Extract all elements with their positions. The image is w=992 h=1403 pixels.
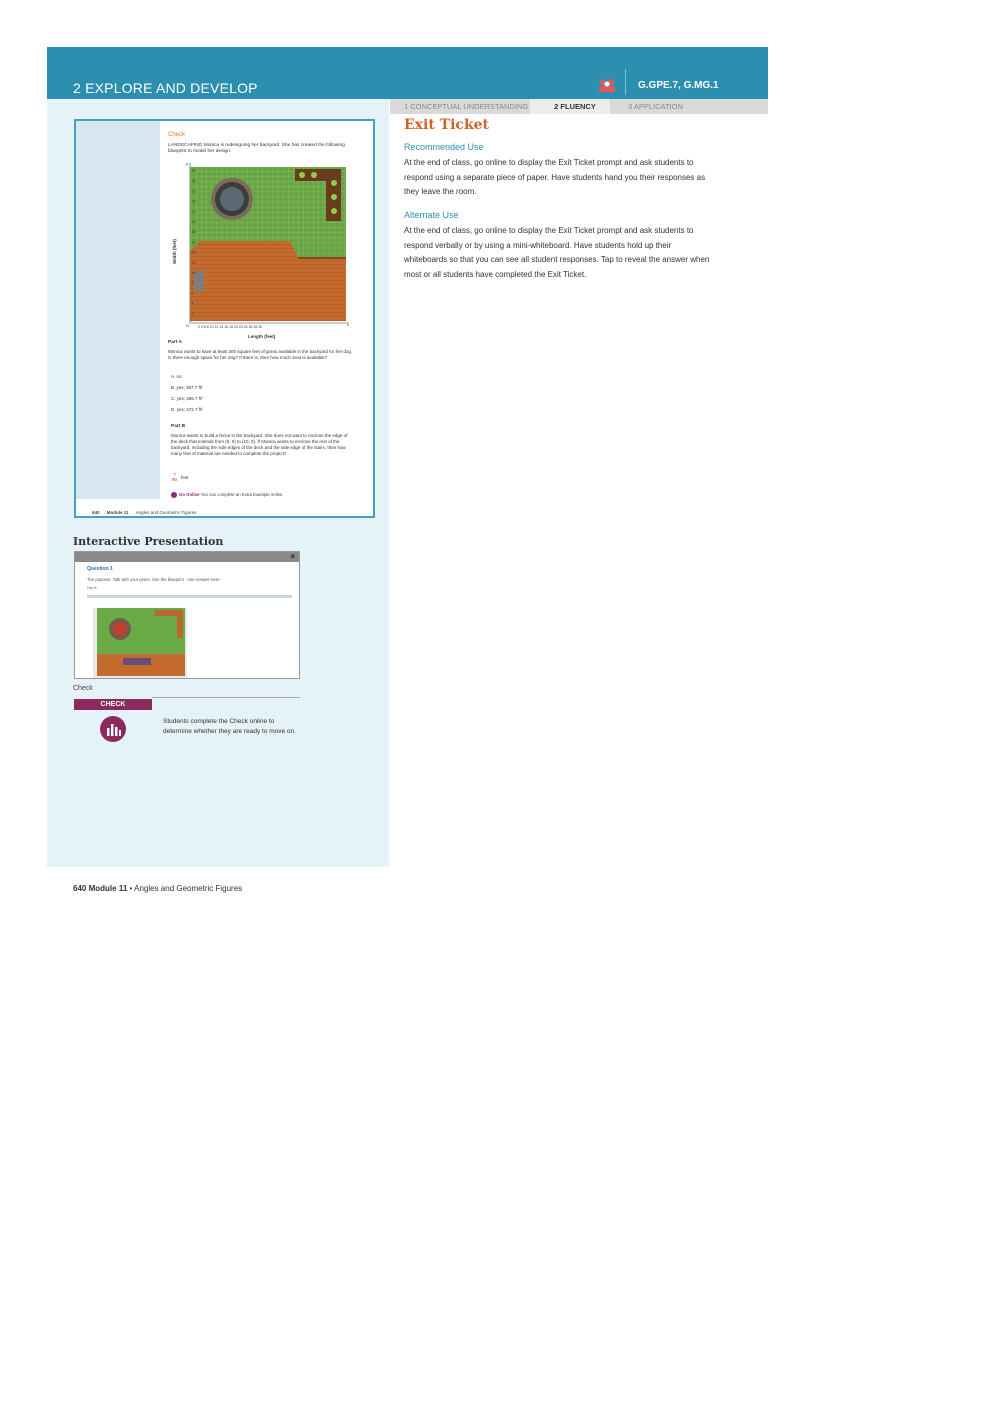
- part-b-label: Part B: [171, 424, 186, 429]
- y-tick-label: 20: [191, 220, 196, 224]
- check-section-label: Check: [73, 685, 93, 692]
- thumbnail-page-number: 640: [92, 510, 100, 515]
- y-axis-letter: y: [186, 161, 188, 166]
- alternate-use-heading: Alternate Use: [404, 210, 459, 220]
- footer-module-title: Angles and Geometric Figures: [134, 884, 243, 893]
- page-number: 640: [73, 884, 87, 893]
- answer-value: 90: [172, 477, 178, 482]
- thumbnail-prompt: LANDSCAPING Monica is redesigning her backyard. She has created the following blueprint to model her design.: [168, 143, 345, 154]
- alternate-use-body: At the end of class, go online to display the Exit Ticket prompt and ask students to respond verbally or by using a mini-whiteboard. Have students hold up their whiteboards so that you can see all student responses. Tap to reveal the answer when most or all students have completed the Exit Ticket.: [404, 226, 710, 279]
- x-tick-labels: 2 4 6 8 10 12 14 16 18 20 22 24 26 28 30: [198, 325, 263, 329]
- option-c: C. yes; 396.7 ft²: [171, 396, 203, 401]
- tab-fluency[interactable]: 2 FLUENCY: [530, 99, 610, 114]
- standards-label: G.GPE.7, G.MG.1: [638, 80, 719, 91]
- check-divider: [152, 697, 300, 698]
- y-tick-label: 16: [191, 240, 196, 245]
- tab-application[interactable]: 3 APPLICATION: [628, 102, 683, 111]
- page-footer: [73, 884, 242, 893]
- y-tick-label: 12: [191, 260, 196, 265]
- check-description: Students complete the Check online to determine whether they are ready to move on.: [163, 718, 296, 735]
- origin-label: O: [186, 323, 190, 328]
- student-page-thumbnail: [74, 119, 375, 518]
- option-b: B. yes; 387.7 ft²: [171, 385, 203, 390]
- interactive-presentation-preview[interactable]: [74, 551, 300, 679]
- preview-titlebar: [75, 552, 299, 562]
- y-tick-label: 8: [191, 281, 194, 286]
- recommended-use-heading: Recommended Use: [404, 142, 484, 152]
- bar-chart-icon: [100, 716, 126, 742]
- exit-ticket-title: Exit Ticket: [404, 117, 490, 133]
- y-tick-label: 6: [191, 291, 194, 296]
- go-online-label: Go Online: [179, 492, 200, 498]
- backyard-blueprint: [186, 161, 351, 329]
- x-axis-label: Length (feet): [248, 334, 276, 339]
- y-tick-label: 26: [191, 189, 196, 194]
- thumbnail-module: Module 11: [106, 510, 129, 515]
- y-tick-label: 14: [191, 250, 196, 255]
- x-axis-letter: x: [347, 322, 349, 327]
- go-online-note: [171, 492, 284, 498]
- part-a-question: Monica wants to have at least 300 square feet of grass available in the backyard for her dog. Is there enough space for her dog? If there is, then how much area is available?: [168, 349, 353, 360]
- section-title: 2 EXPLORE AND DEVELOP: [73, 80, 258, 96]
- check-button[interactable]: CHECK: [74, 699, 152, 710]
- part-a-label: Part A: [168, 340, 182, 345]
- part-b-answer: [172, 472, 177, 482]
- preview-blueprint-image: [93, 608, 187, 678]
- preview-text-line: [87, 595, 292, 598]
- preview-part-label: Part A: [87, 586, 97, 590]
- y-tick-label: 10: [191, 271, 196, 275]
- section-header: [47, 47, 768, 99]
- preview-prompt: The purpose: Talk with your peers. Use the blueprint · one Answer Here: [87, 577, 220, 582]
- answer-unit: feet: [181, 475, 189, 480]
- interactive-presentation-heading: Interactive Presentation: [73, 535, 224, 548]
- thumbnail-module-title: Angles and Geometric Figures: [135, 510, 197, 515]
- lesson-tabs: [390, 99, 768, 114]
- thumbnail-margin: [76, 121, 160, 499]
- preview-question-label: Question 1: [87, 566, 113, 572]
- y-tick-label: 22: [191, 209, 196, 214]
- tab-conceptual-understanding[interactable]: 1 CONCEPTUAL UNDERSTANDING: [404, 102, 529, 111]
- footer-separator: •: [129, 884, 133, 893]
- footer-module: Module 11: [88, 884, 128, 893]
- close-icon[interactable]: ×: [290, 552, 295, 561]
- go-online-text: You can complete an Extra Example online.: [200, 492, 284, 498]
- y-axis-label: Width (feet): [171, 239, 177, 264]
- group-icon: [598, 77, 616, 93]
- y-tick-label: 4: [191, 301, 194, 306]
- y-tick-label: 18: [191, 230, 196, 235]
- go-online-icon: [171, 492, 177, 498]
- option-a: A. no: [171, 374, 182, 379]
- part-b-question: Monica wants to build a fence in the backyard. She does not want to enclose the edge of the deck that extends from (0, 0) to (10, 0). If Monica wants to enclose the rest of the backyard, including the side edges of the deck and the side edge of the stairs, then how many feet of material are needed to complete the project?: [171, 433, 348, 456]
- option-d: D. yes; 472.7 ft²: [171, 407, 203, 412]
- y-tick-label: 28: [191, 179, 196, 184]
- recommended-use-body: At the end of class, go online to display the Exit Ticket prompt and ask students to respond using a separate piece of paper. Have students hand you their responses as they leave the room.: [404, 158, 706, 196]
- header-divider: [625, 69, 626, 95]
- y-tick-label: 24: [191, 199, 196, 204]
- thumbnail-check-label: Check: [168, 132, 186, 138]
- y-tick-label: 30: [191, 169, 196, 173]
- y-tick-label: 2: [191, 311, 194, 316]
- thumbnail-footer: [92, 510, 196, 515]
- answer-blank: ?: [173, 472, 176, 477]
